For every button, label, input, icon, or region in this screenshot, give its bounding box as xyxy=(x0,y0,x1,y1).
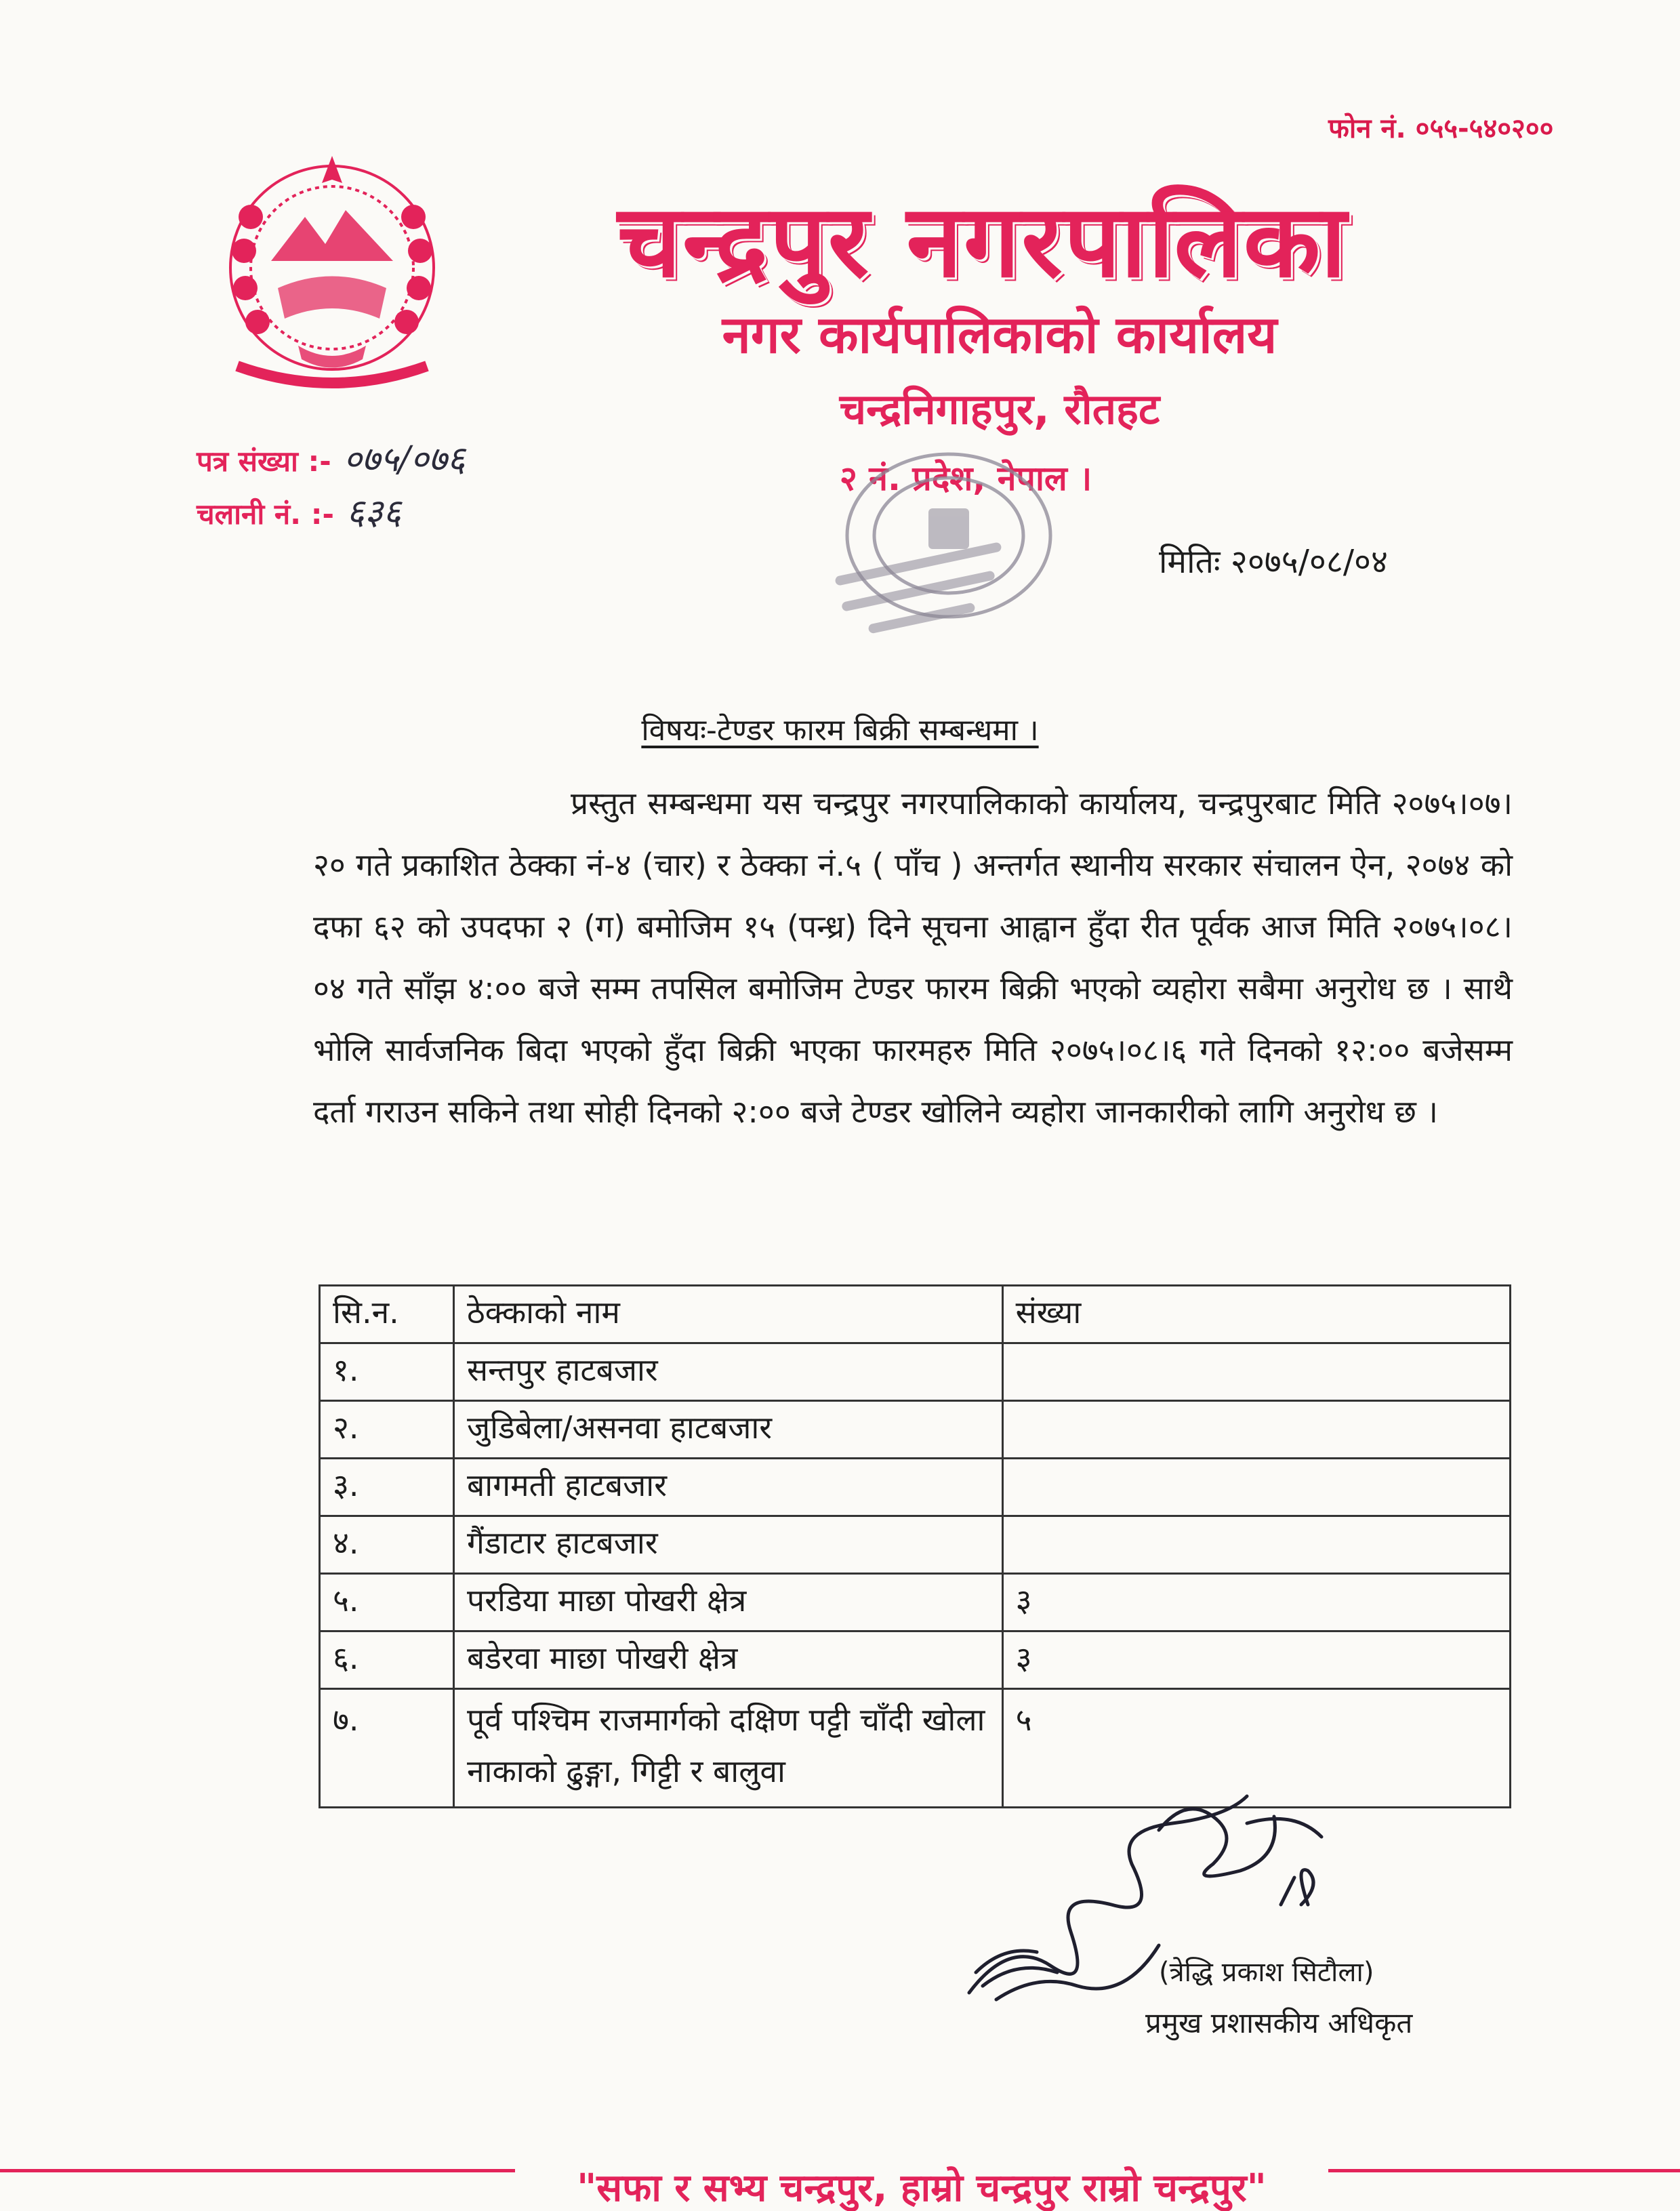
footer-slogan: "सफा र सभ्य चन्द्रपुर, हाम्रो चन्द्रपुर राम्रो चन्द्रपुर" xyxy=(515,2166,1328,2211)
tender-table xyxy=(319,1284,1511,1808)
row-name: सन्तपुर हाटबजार xyxy=(454,1343,1003,1401)
row-name: परडिया माछा पोखरी क्षेत्र xyxy=(454,1574,1003,1631)
table-row xyxy=(320,1401,1511,1459)
office-address: चन्द्रनिगाहपुर, रौतहट xyxy=(839,384,1160,434)
date-value: २०७५/०८/०४ xyxy=(1230,543,1388,581)
table-row xyxy=(320,1516,1511,1574)
row-count xyxy=(1002,1516,1510,1574)
reference-number xyxy=(197,434,465,482)
despatch-number xyxy=(197,487,401,535)
letter-body: प्रस्तुत सम्बन्धमा यस चन्द्रपुर नगरपालिकाको कार्यालय, चन्द्रपुरबाट मिति २०७५।०७।२० गते प्रकाशित ठेक्का नं-४ (चार) र ठेक्का नं.५ ( पाँच ) अन्तर्गत स्थानीय सरकार संचालन ऐन, २०७४ को दफा ६२ को उपदफा २ (ग) बमोजिम १५ (पन्ध्र) दिने सूचना आह्वान हुँदा रीत पूर्वक आज मिति २०७५।०८।०४ गते साँझ ४:०० बजे सम्म तपसिल बमोजिम टेण्डर फारम बिक्री भएको व्यहोरा सबैमा अनुरोध छ । साथै भोलि सार्वजनिक बिदा भएको हुँदा बिक्री भएका फारमहरु मिति २०७५।०८।६ गते दिनको १२:०० बजेसम्म दर्ता गराउन सकिने तथा सोही दिनको २:०० बजे टेण्डर खोलिने व्यहोरा जानकारीको लागि अनुरोध छ । xyxy=(313,785,1513,1130)
reference-value: ०७५/०७६ xyxy=(343,439,466,480)
row-count xyxy=(1002,1401,1510,1459)
letter-date xyxy=(1159,539,1388,583)
row-sn: १. xyxy=(320,1343,454,1401)
despatch-label: चलानी नं. :- xyxy=(197,498,334,531)
office-stamp xyxy=(793,434,1078,651)
table-row xyxy=(320,1574,1511,1631)
column-header-sn: सि.न. xyxy=(320,1286,454,1343)
reference-label: पत्र संख्या :- xyxy=(197,445,331,478)
row-sn: ३. xyxy=(320,1459,454,1516)
row-sn: ६. xyxy=(320,1631,454,1689)
nepal-emblem-icon xyxy=(197,142,468,400)
table-header-row xyxy=(320,1286,1511,1343)
table-row xyxy=(320,1631,1511,1689)
row-count: ३ xyxy=(1002,1574,1510,1631)
row-count: ३ xyxy=(1002,1631,1510,1689)
signer-name: (त्रेद्धि प्रकाश सिटौला) xyxy=(1159,1957,1374,1988)
column-header-name: ठेक्काको नाम xyxy=(454,1286,1003,1343)
row-sn: २. xyxy=(320,1401,454,1459)
office-province: २ नं. प्रदेश, नेपाल । xyxy=(839,459,1092,498)
signer-title: प्रमुख प्रशासकीय अधिकृत xyxy=(1145,2006,1413,2040)
date-label: मितिः xyxy=(1159,543,1221,581)
row-count xyxy=(1002,1459,1510,1516)
row-name: पूर्व पश्चिम राजमार्गको दक्षिण पट्टी चाँदी खोला नाकाको ढुङ्गा, गिट्टी र बालुवा xyxy=(454,1689,1003,1808)
phone-number: फोन नं. ०५५-५४०२०० xyxy=(1328,113,1554,144)
letter-subject: विषयः-टेण्डर फारम बिक्री सम्बन्धमा । xyxy=(641,713,1039,748)
row-name: जुडिबेला/असनवा हाटबजार xyxy=(454,1401,1003,1459)
table-row xyxy=(320,1343,1511,1401)
office-name: नगर कार्यपालिकाको कार्यालय xyxy=(722,304,1277,365)
row-name: गैंडाटार हाटबजार xyxy=(454,1516,1003,1574)
row-name: बडेरवा माछा पोखरी क्षेत्र xyxy=(454,1631,1003,1689)
row-name: बागमती हाटबजार xyxy=(454,1459,1003,1516)
row-sn: ७. xyxy=(320,1689,454,1808)
row-count xyxy=(1002,1343,1510,1401)
municipality-name: चन्द्रपुर नगरपालिका xyxy=(617,183,1348,300)
despatch-value: ६३६ xyxy=(346,492,402,533)
row-count: ५ xyxy=(1002,1689,1510,1808)
column-header-count: संख्या xyxy=(1002,1286,1510,1343)
row-sn: ५. xyxy=(320,1574,454,1631)
row-sn: ४. xyxy=(320,1516,454,1574)
table-row xyxy=(320,1459,1511,1516)
